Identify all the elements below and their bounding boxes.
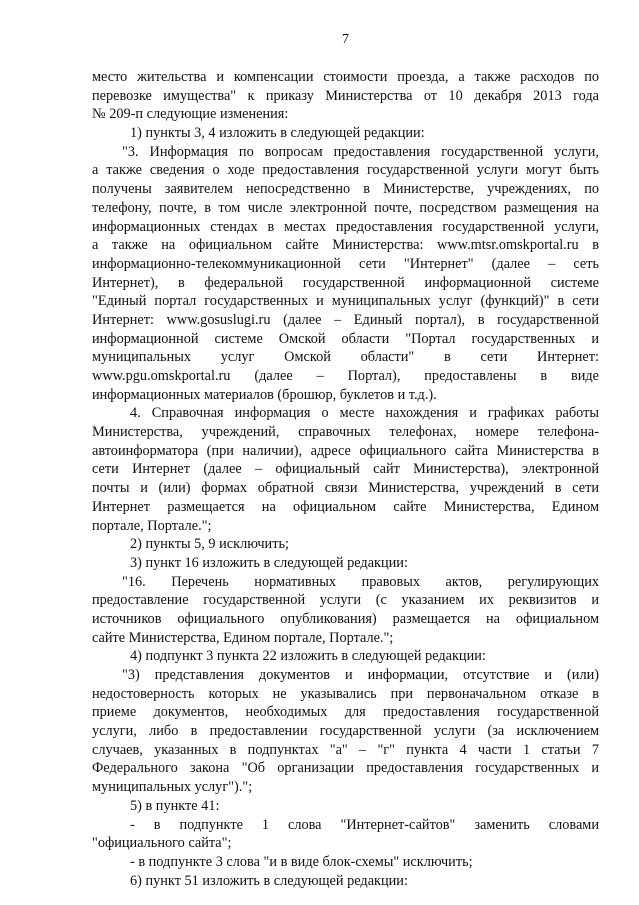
text-line: приеме документов, необходимых для предоставления государственной bbox=[92, 704, 599, 721]
text-line: услуги, либо в предоставлении государственной услуги (за исключением bbox=[92, 723, 599, 740]
text-line: случаев, указанных в подпунктах "а" – "г" пункта 4 части 1 статьи 7 bbox=[92, 741, 599, 758]
text-line: источников официального опубликования) размещается на официальном bbox=[92, 610, 599, 627]
text-line: "Единый портал государственных и муниципальных услуг (функций)" в сети bbox=[92, 293, 599, 310]
text-line: место жительства и компенсации стоимости проезда, а также расходов по bbox=[92, 69, 599, 85]
text-line: - в подпункте 3 слова "и в виде блок-схемы" исключить; bbox=[130, 853, 473, 870]
text-line: автоинформатора (при наличии), адресе официального сайта Министерства в bbox=[92, 442, 599, 459]
text-line: перевозке имущества" к приказу Министерства от 10 декабря 2013 года bbox=[92, 87, 599, 104]
text-line: сети Интернет (далее – официальный сайт Министерства), электронной bbox=[92, 461, 599, 478]
text-line: 1) пункты 3, 4 изложить в следующей редакции: bbox=[130, 125, 425, 142]
text-line: а также на официальном сайте Министерства: www.mtsr.omskportal.ru в bbox=[92, 237, 599, 254]
text-line: недостоверность которых не указывались при первоначальном отказе в bbox=[92, 685, 599, 702]
text-line: информационных стендах в местах предоставления государственной услуги, bbox=[92, 218, 599, 235]
text-line: Интернет размещается на официальном сайте Министерства, Едином bbox=[92, 498, 599, 515]
text-line: "3. Информация по вопросам предоставления государственной услуги, bbox=[122, 143, 599, 160]
text-line: www.pgu.omskportal.ru (далее – Портал), предоставлены в виде bbox=[92, 368, 599, 384]
text-line: Интернет), в федеральной государственной информационной системе bbox=[92, 274, 599, 291]
text-line: Министерства, учреждений, справочных телефонах, номере телефона- bbox=[92, 424, 599, 441]
text-line: 4) подпункт 3 пункта 22 изложить в следующей редакции: bbox=[130, 648, 486, 665]
text-line: телефону, почте, в том числе электронной почте, посредством размещения на bbox=[92, 199, 599, 216]
document-page bbox=[92, 30, 599, 890]
text-line: Федерального закона "Об организации предоставления государственных и bbox=[92, 760, 599, 777]
document-body bbox=[92, 68, 599, 890]
text-line: 6) пункт 51 изложить в следующей редакции: bbox=[130, 872, 408, 889]
text-line: Интернет: www.gosuslugi.ru (далее – Единый портал), в государственной bbox=[92, 311, 599, 328]
text-line: "3) представления документов и информации, отсутствие и (или) bbox=[122, 667, 599, 683]
text-line: 3) пункт 16 изложить в следующей редакции: bbox=[130, 554, 408, 571]
text-line: 5) в пункте 41: bbox=[130, 797, 220, 814]
text-line: почты и (или) формах обратной связи Министерства, учреждений в сети bbox=[92, 480, 599, 497]
text-line: информационно-телекоммуникационной сети "Интернет" (далее – сеть bbox=[92, 255, 599, 272]
text-line: 2) пункты 5, 9 исключить; bbox=[130, 536, 289, 553]
text-line: информационной системе Омской области "Портал государственных и bbox=[92, 330, 599, 347]
page-number: 7 bbox=[342, 32, 349, 47]
text-line: "официального сайта"; bbox=[92, 835, 232, 852]
text-line: информационных материалов (брошюр, буклетов и т.д.). bbox=[92, 386, 437, 403]
text-line: портале, Портале."; bbox=[92, 517, 212, 534]
text-line: получены заявителем непосредственно в Министерстве, учреждениях, по bbox=[92, 181, 599, 198]
text-line: - в подпункте 1 слова "Интернет-сайтов" заменить словами bbox=[130, 816, 599, 833]
text-line: сайте Министерства, Едином портале, Портале."; bbox=[92, 629, 394, 646]
text-line: а также сведения о ходе предоставления государственной услуги могут быть bbox=[92, 162, 599, 179]
text-line: 4. Справочная информация о месте нахождения и графиках работы bbox=[130, 405, 599, 422]
text-line: муниципальных услуг")."; bbox=[92, 779, 253, 796]
text-line: "16. Перечень нормативных правовых актов, регулирующих bbox=[122, 573, 599, 590]
text-line: предоставление государственной услуги (с указанием их реквизитов и bbox=[92, 592, 599, 609]
text-line: № 209-п следующие изменения: bbox=[92, 106, 289, 123]
text-line: муниципальных услуг Омской области" в сети Интернет: bbox=[92, 349, 599, 366]
